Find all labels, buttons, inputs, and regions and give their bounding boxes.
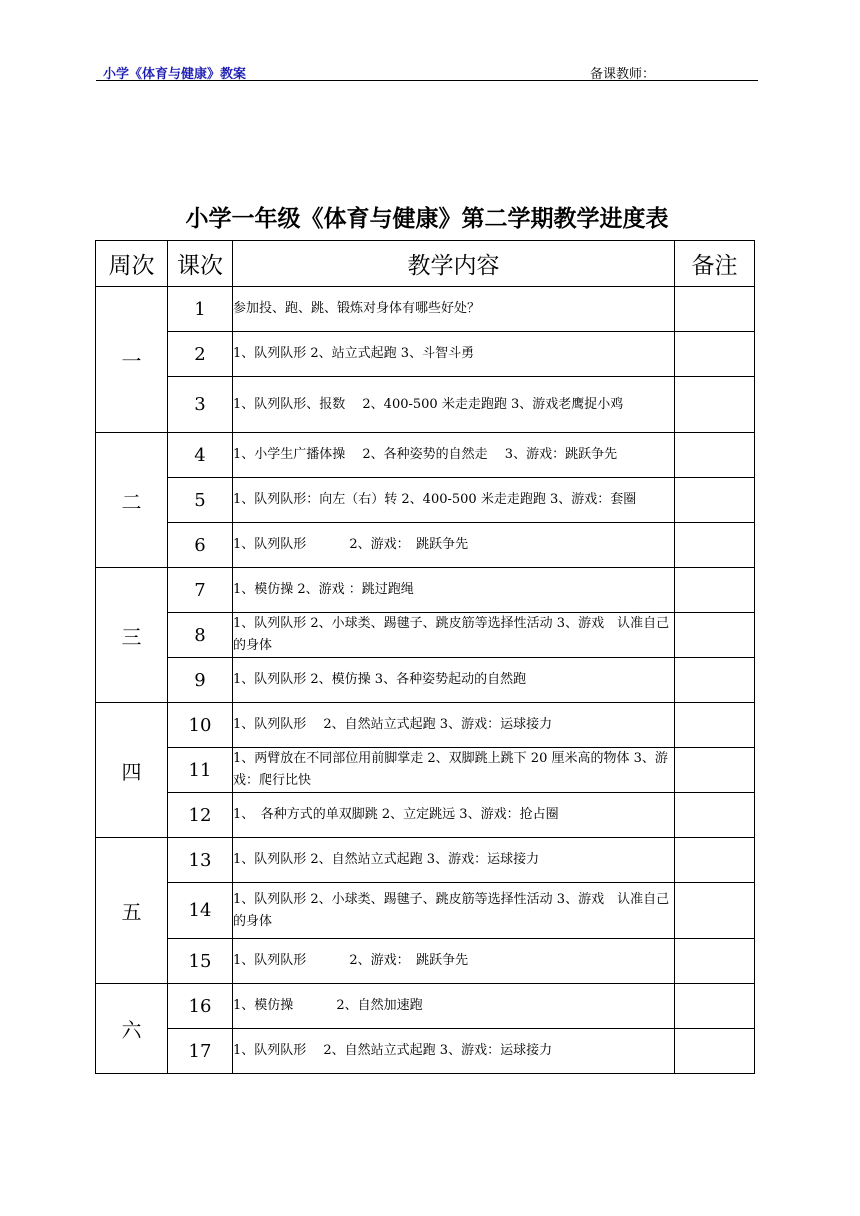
lesson-number: 15 [168,939,233,984]
table-header-row [96,241,755,287]
lesson-number: 6 [168,523,233,568]
table-row [96,523,755,568]
lesson-content: 1、队列队形 2、模仿操 3、各种姿势起动的自然跑 [233,658,675,703]
lesson-content: 1、模仿操 2、自然加速跑 [233,984,675,1029]
table-row [96,568,755,613]
lesson-note [675,332,755,377]
lesson-number: 13 [168,838,233,883]
lesson-number: 14 [168,883,233,939]
table-row [96,377,755,433]
lesson-content: 参加投、跑、跳、锻炼对身体有哪些好处？ [233,287,675,332]
lesson-note [675,568,755,613]
lesson-note [675,1029,755,1074]
table-row [96,287,755,332]
lesson-note [675,703,755,748]
lesson-content: 1、队列队形、报数 2、400-500 米走走跑跑 3、游戏老鹰捉小鸡 [233,377,675,433]
lesson-note [675,838,755,883]
lesson-note [675,984,755,1029]
lesson-content: 1、队列队形 2、游戏： 跳跃争先 [233,523,675,568]
week-cell: 一 [96,287,168,433]
lesson-note [675,613,755,658]
table-row [96,1029,755,1074]
lesson-content: 1、 各种方式的单双脚跳 2、立定跳远 3、游戏：抢占圈 [233,793,675,838]
lesson-content: 1、两臂放在不同部位用前脚掌走 2、双脚跳上跳下 20 厘米高的物体 3、游戏：爬行比快 [233,748,675,793]
lesson-note [675,478,755,523]
lesson-number: 9 [168,658,233,703]
header-teacher-label: 备课教师： [590,67,656,82]
lesson-note [675,523,755,568]
column-header-week: 周次 [96,241,168,287]
lesson-content: 1、小学生广播体操 2、各种姿势的自然走 3、游戏：跳跃争先 [233,433,675,478]
lesson-number: 11 [168,748,233,793]
lesson-note [675,433,755,478]
table-row [96,984,755,1029]
lesson-number: 7 [168,568,233,613]
lesson-content: 1、队列队形 2、小球类、踢毽子、跳皮筋等选择性活动 3、游戏 认准自己的身体 [233,883,675,939]
lesson-content: 1、模仿操 2、游戏 ：跳过跑绳 [233,568,675,613]
page-header [96,62,758,81]
column-header-content: 教学内容 [233,241,675,287]
table-row [96,939,755,984]
table-row [96,838,755,883]
table-row [96,703,755,748]
schedule-table [95,240,755,1074]
table-row [96,478,755,523]
lesson-content: 1、队列队形 2、站立式起跑 3、斗智斗勇 [233,332,675,377]
lesson-number: 2 [168,332,233,377]
lesson-content: 1、队列队形 2、自然站立式起跑 3、游戏：运球接力 [233,703,675,748]
lesson-number: 1 [168,287,233,332]
lesson-note [675,658,755,703]
week-cell: 四 [96,703,168,838]
lesson-content: 1、队列队形 2、小球类、踢毽子、跳皮筋等选择性活动 3、游戏 认准自己的身体 [233,613,675,658]
lesson-number: 10 [168,703,233,748]
lesson-note [675,748,755,793]
table-row [96,433,755,478]
column-header-lesson: 课次 [168,241,233,287]
lesson-number: 16 [168,984,233,1029]
lesson-note [675,883,755,939]
lesson-content: 1、队列队形 2、游戏： 跳跃争先 [233,939,675,984]
lesson-number: 8 [168,613,233,658]
table-row [96,748,755,793]
lesson-note [675,377,755,433]
lesson-number: 12 [168,793,233,838]
table-row [96,613,755,658]
lesson-note [675,939,755,984]
week-cell: 六 [96,984,168,1074]
column-header-note: 备注 [675,241,755,287]
table-row [96,658,755,703]
lesson-number: 3 [168,377,233,433]
table-row [96,332,755,377]
lesson-note [675,287,755,332]
week-cell: 三 [96,568,168,703]
lesson-content: 1、队列队形：向左（右）转 2、400-500 米走走跑跑 3、游戏：套圈 [233,478,675,523]
week-cell: 五 [96,838,168,984]
header-course-title: 小学《体育与健康》教案 [103,67,247,82]
week-cell: 二 [96,433,168,568]
lesson-number: 17 [168,1029,233,1074]
table-row [96,793,755,838]
page-title: 小学一年级《体育与健康》第二学期教学进度表 [185,205,669,232]
lesson-note [675,793,755,838]
lesson-content: 1、队列队形 2、自然站立式起跑 3、游戏：运球接力 [233,1029,675,1074]
lesson-number: 4 [168,433,233,478]
lesson-number: 5 [168,478,233,523]
table-row [96,883,755,939]
lesson-content: 1、队列队形 2、自然站立式起跑 3、游戏：运球接力 [233,838,675,883]
